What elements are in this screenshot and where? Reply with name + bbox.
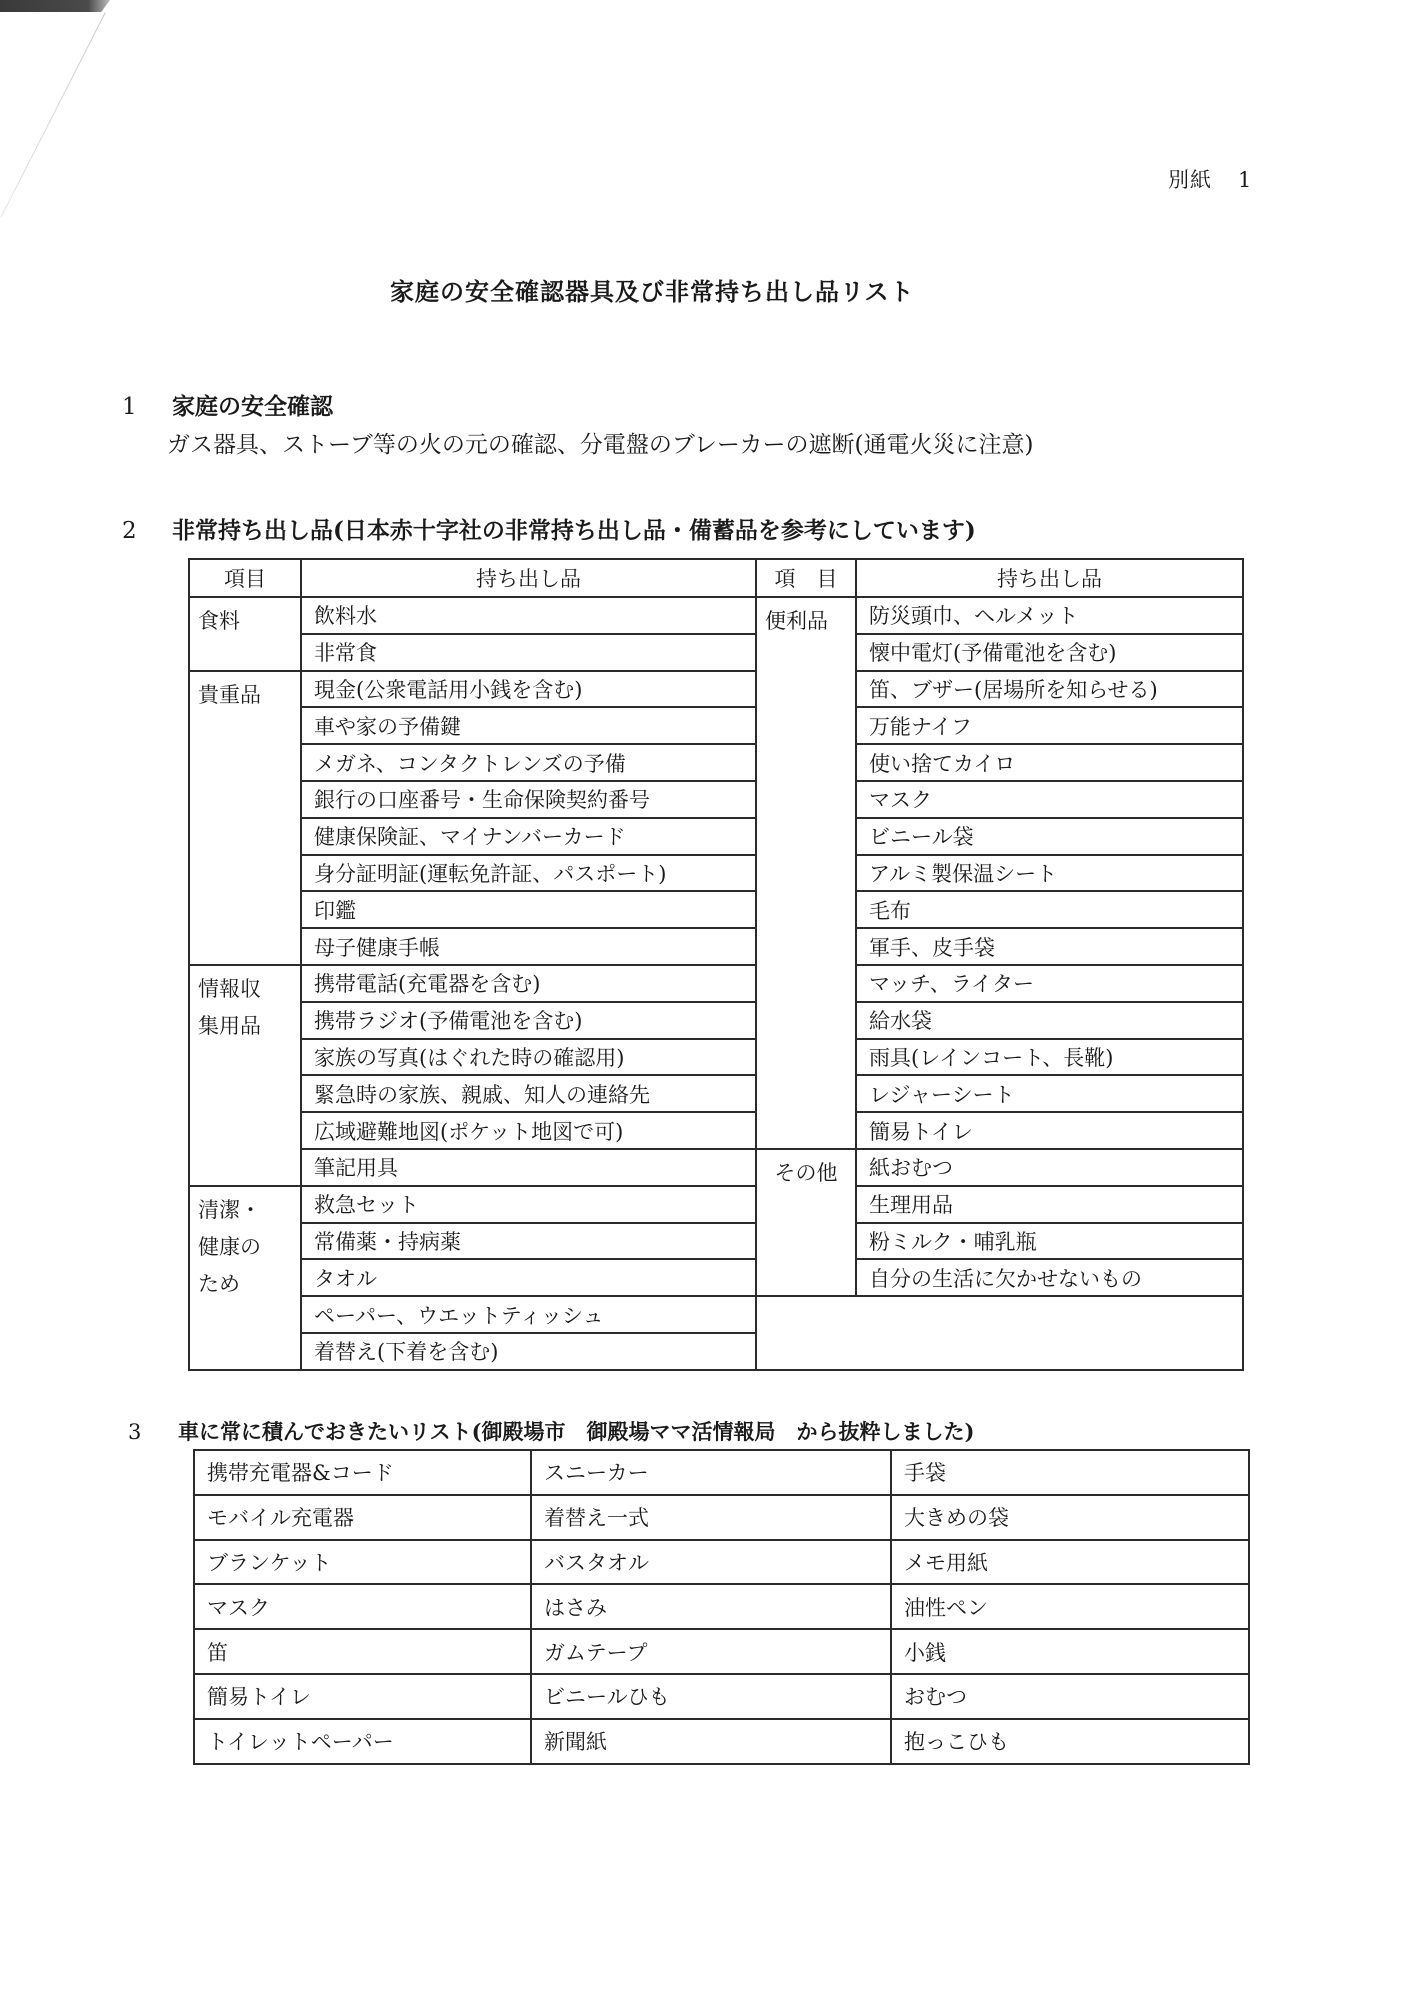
item-cell: 筆記用具 — [301, 1149, 756, 1186]
table-row — [194, 1584, 1249, 1629]
category-cell: 便利品 — [756, 597, 856, 1149]
item-cell: 母子健康手帳 — [301, 928, 756, 965]
item-cell: 印鑑 — [301, 891, 756, 928]
item-cell: タオル — [301, 1259, 756, 1296]
item-cell: 手袋 — [891, 1450, 1249, 1495]
item-cell: レジャーシート — [856, 1075, 1243, 1112]
table-row — [189, 1149, 1243, 1186]
item-cell: 懐中電灯(予備電池を含む) — [856, 634, 1243, 671]
section-title: 非常持ち出し品(日本赤十字社の非常持ち出し品・備蓄品を参考にしています) — [172, 517, 976, 544]
table-row — [189, 1186, 1243, 1223]
table-row — [189, 818, 1243, 855]
table-row — [189, 1296, 1243, 1333]
item-cell: 常備薬・持病薬 — [301, 1223, 756, 1260]
item-cell: 笛 — [194, 1629, 531, 1674]
item-cell: マスク — [856, 781, 1243, 818]
item-cell: 油性ペン — [891, 1584, 1249, 1629]
document-title: 家庭の安全確認器具及び非常持ち出し品リスト — [390, 277, 915, 306]
item-cell: マスク — [194, 1584, 531, 1629]
table-row — [189, 597, 1243, 634]
category-line: 清潔・ — [198, 1197, 261, 1222]
item-cell: 粉ミルク・哺乳瓶 — [856, 1223, 1243, 1260]
item-cell: トイレットペーパー — [194, 1719, 531, 1764]
section-title: 家庭の安全確認 — [172, 393, 333, 420]
section-title: 車に常に積んでおきたいリスト(御殿場市 御殿場ママ活情報局 から抜粋しました) — [178, 1419, 975, 1444]
item-cell: スニーカー — [531, 1450, 891, 1495]
item-cell: 自分の生活に欠かせないもの — [856, 1259, 1243, 1296]
item-cell: おむつ — [891, 1674, 1249, 1719]
item-cell: 家族の写真(はぐれた時の確認用) — [301, 1039, 756, 1076]
item-cell: 使い捨てカイロ — [856, 744, 1243, 781]
table-row — [194, 1629, 1249, 1674]
table-row — [189, 1075, 1243, 1112]
header-category: 項目 — [189, 559, 301, 597]
item-cell: 着替え(下着を含む) — [301, 1333, 756, 1370]
table-row — [189, 855, 1243, 892]
item-cell: 簡易トイレ — [194, 1674, 531, 1719]
scan-fold-line — [1, 12, 106, 217]
item-cell: 防災頭巾、ヘルメット — [856, 597, 1243, 634]
item-cell: 小銭 — [891, 1629, 1249, 1674]
item-cell: 身分証明証(運転免許証、パスポート) — [301, 855, 756, 892]
item-cell: 健康保険証、マイナンバーカード — [301, 818, 756, 855]
table-row — [189, 671, 1243, 708]
item-cell: 車や家の予備鍵 — [301, 707, 756, 744]
category-cell — [189, 965, 301, 1186]
item-cell: 新聞紙 — [531, 1719, 891, 1764]
table-row — [189, 1112, 1243, 1149]
emergency-items-table — [188, 558, 1244, 1371]
category-cell: その他 — [756, 1149, 856, 1296]
item-cell: 給水袋 — [856, 1002, 1243, 1039]
item-cell: 紙おむつ — [856, 1149, 1243, 1186]
table-row — [189, 1259, 1243, 1296]
table-row — [189, 634, 1243, 671]
item-cell: 笛、ブザー(居場所を知らせる) — [856, 671, 1243, 708]
category-cell: 食料 — [189, 597, 301, 671]
item-cell: モバイル充電器 — [194, 1495, 531, 1540]
item-cell: 銀行の口座番号・生命保険契約番号 — [301, 781, 756, 818]
table-row — [194, 1495, 1249, 1540]
table-row — [194, 1540, 1249, 1585]
item-cell: 現金(公衆電話用小銭を含む) — [301, 671, 756, 708]
item-cell: 携帯充電器&コード — [194, 1450, 531, 1495]
table-row — [189, 1223, 1243, 1260]
category-line: 集用品 — [198, 1013, 261, 1038]
item-cell: 飲料水 — [301, 597, 756, 634]
annex-label-text: 別紙 — [1168, 168, 1212, 192]
item-cell: ビニール袋 — [856, 818, 1243, 855]
category-line: 健康の — [198, 1234, 261, 1259]
category-cell — [189, 1186, 301, 1370]
header-items: 持ち出し品 — [301, 559, 756, 597]
item-cell: 毛布 — [856, 891, 1243, 928]
item-cell: 緊急時の家族、親戚、知人の連絡先 — [301, 1075, 756, 1112]
section-1-heading — [122, 388, 333, 421]
header-items: 持ち出し品 — [856, 559, 1243, 597]
section-1-body: ガス器具、ストーブ等の火の元の確認、分電盤のブレーカーの遮断(通電火災に注意) — [167, 432, 1034, 458]
item-cell: 非常食 — [301, 634, 756, 671]
item-cell: 救急セット — [301, 1186, 756, 1223]
section-2-heading — [122, 512, 976, 545]
item-cell: ペーパー、ウエットティッシュ — [301, 1296, 756, 1333]
table-row — [189, 1039, 1243, 1076]
item-cell: 万能ナイフ — [856, 707, 1243, 744]
item-cell: はさみ — [531, 1584, 891, 1629]
item-cell: 雨具(レインコート、長靴) — [856, 1039, 1243, 1076]
table-row — [194, 1719, 1249, 1764]
table-row — [189, 781, 1243, 818]
item-cell: 着替え一式 — [531, 1495, 891, 1540]
table-row — [194, 1450, 1249, 1495]
section-number: 3 — [128, 1420, 142, 1444]
table-header-row — [189, 559, 1243, 597]
annex-label — [1168, 164, 1252, 194]
table-row — [189, 965, 1243, 1002]
annex-number: 1 — [1238, 168, 1253, 192]
item-cell: 携帯ラジオ(予備電池を含む) — [301, 1002, 756, 1039]
item-cell: ビニールひも — [531, 1674, 891, 1719]
item-cell: 抱っこひも — [891, 1719, 1249, 1764]
table-row — [189, 928, 1243, 965]
item-cell: 軍手、皮手袋 — [856, 928, 1243, 965]
item-cell: 生理用品 — [856, 1186, 1243, 1223]
empty-cell — [756, 1296, 1243, 1370]
category-cell: 貴重品 — [189, 671, 301, 965]
item-cell: 大きめの袋 — [891, 1495, 1249, 1540]
item-cell: マッチ、ライター — [856, 965, 1243, 1002]
scan-edge-artifact — [0, 0, 110, 12]
table-row — [189, 891, 1243, 928]
item-cell: ブランケット — [194, 1540, 531, 1585]
table-row — [194, 1674, 1249, 1719]
item-cell: 簡易トイレ — [856, 1112, 1243, 1149]
category-line: ため — [198, 1271, 240, 1296]
section-3-heading — [128, 1416, 974, 1446]
item-cell: メモ用紙 — [891, 1540, 1249, 1585]
category-line: 情報収 — [198, 976, 261, 1001]
item-cell: アルミ製保温シート — [856, 855, 1243, 892]
section-number: 2 — [122, 518, 137, 544]
table-row — [189, 1002, 1243, 1039]
table-row — [189, 707, 1243, 744]
item-cell: 広域避難地図(ポケット地図で可) — [301, 1112, 756, 1149]
item-cell: ガムテープ — [531, 1629, 891, 1674]
item-cell: メガネ、コンタクトレンズの予備 — [301, 744, 756, 781]
item-cell: 携帯電話(充電器を含む) — [301, 965, 756, 1002]
table-row — [189, 744, 1243, 781]
item-cell: バスタオル — [531, 1540, 891, 1585]
section-number: 1 — [122, 394, 137, 420]
header-category: 項 目 — [756, 559, 856, 597]
car-items-table — [193, 1449, 1250, 1765]
